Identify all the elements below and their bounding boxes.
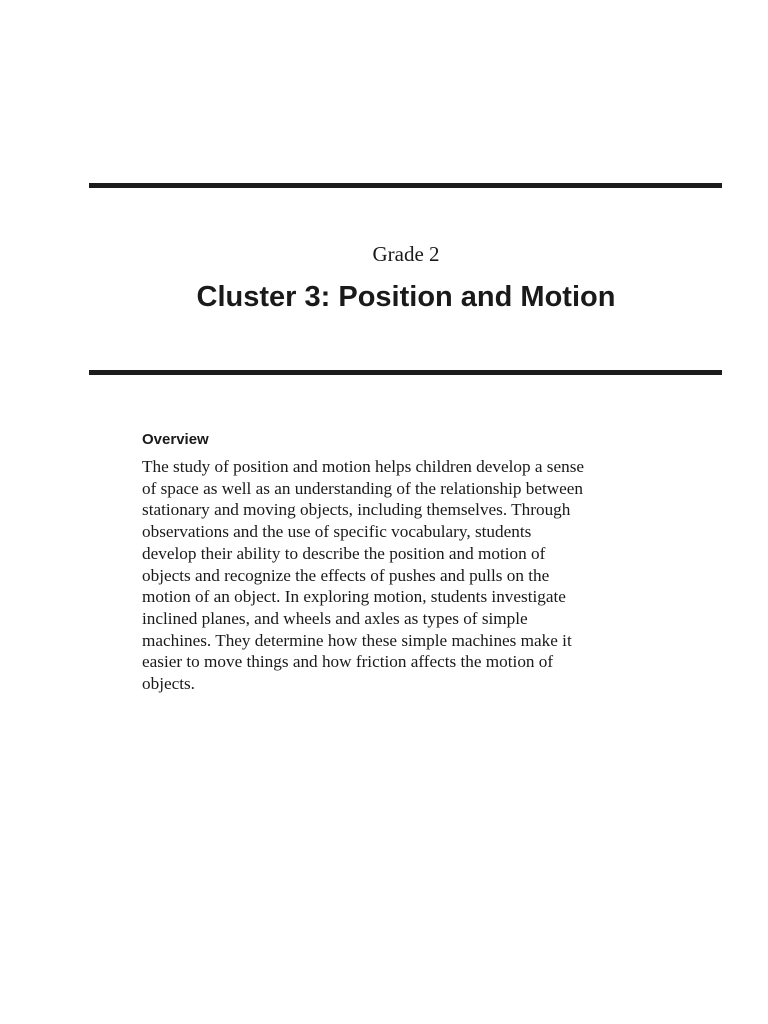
top-divider	[89, 183, 722, 188]
paragraph-line: stationary and moving objects, including themselves. Through	[142, 500, 571, 520]
paragraph-line: machines. They determine how these simple machines make it	[142, 630, 572, 650]
grade-label: Grade 2	[372, 242, 440, 266]
paragraph-line: objects.	[142, 674, 195, 694]
bottom-divider	[89, 370, 722, 375]
paragraph-line: motion of an object. In exploring motion, students investigate	[142, 587, 566, 607]
section-heading-overview: Overview	[142, 431, 209, 448]
paragraph-line: observations and the use of specific vocabulary, students	[142, 522, 532, 542]
paragraph-line: inclined planes, and wheels and axles as types of simple	[142, 608, 528, 628]
paragraph-line: develop their ability to describe the position and motion of	[142, 543, 546, 563]
page-title: Cluster 3: Position and Motion	[196, 281, 616, 313]
paragraph-line: easier to move things and how friction affects the motion of	[142, 652, 554, 672]
paragraph-line: of space as well as an understanding of the relationship between	[142, 478, 584, 498]
paragraph-line: objects and recognize the effects of pushes and pulls on the	[142, 565, 550, 585]
paragraph-line: The study of position and motion helps children develop a sense	[142, 457, 585, 476]
overview-paragraph	[142, 456, 702, 695]
